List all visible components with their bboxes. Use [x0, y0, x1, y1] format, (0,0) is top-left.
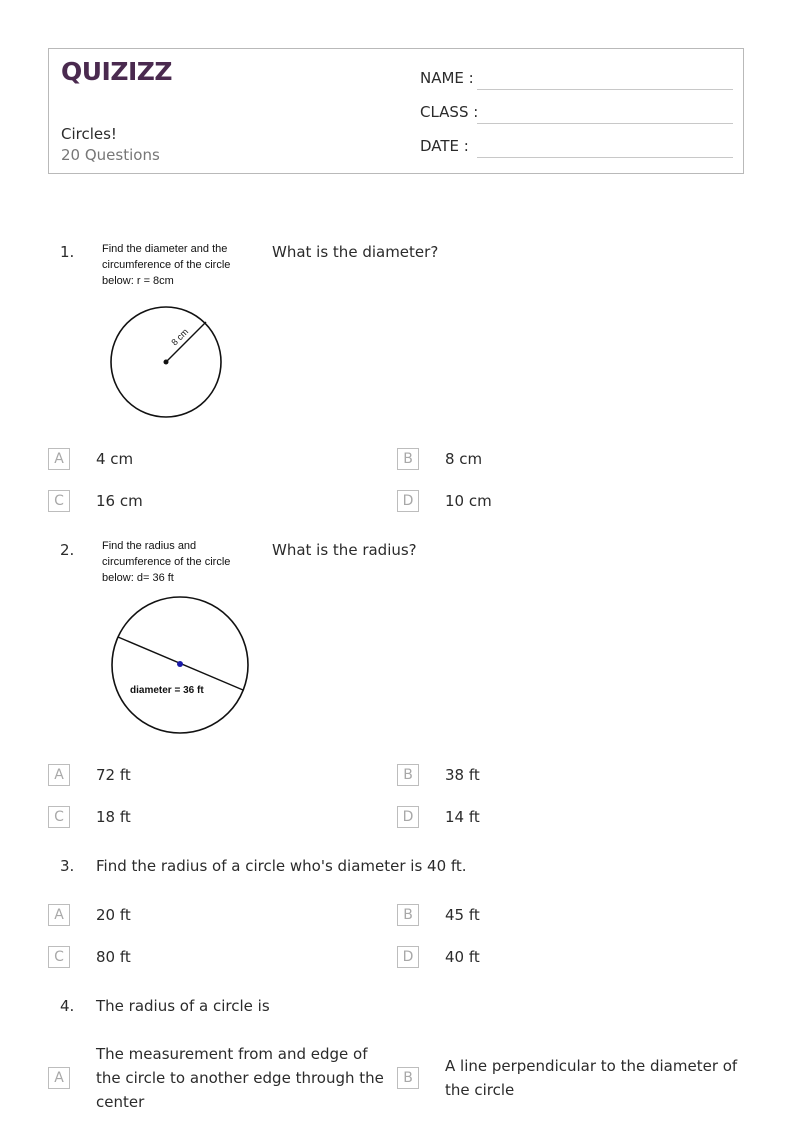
option-a-text[interactable]: 4 cm	[96, 450, 134, 468]
figure-caption-line: circumference of the circle	[102, 556, 231, 568]
option-d-box[interactable]: D	[397, 490, 419, 512]
option-c-box[interactable]: C	[48, 490, 70, 512]
class-field[interactable]	[477, 123, 733, 124]
figure-caption-line: circumference of the circle	[102, 259, 231, 271]
date-field[interactable]	[477, 157, 733, 158]
option-c-text[interactable]: 16 cm	[96, 492, 143, 510]
option-a-text[interactable]: The measurement from and edge of the circle to another edge through the center	[96, 1045, 384, 1111]
class-label: CLASS :	[420, 103, 479, 121]
figure-caption-line: Find the diameter and the	[102, 243, 228, 255]
diameter-label: diameter = 36 ft	[130, 685, 204, 696]
question-text: The radius of a circle is	[96, 997, 270, 1015]
question-text: Find the radius of a circle who's diameter is 40 ft.	[96, 857, 467, 875]
option-a-box[interactable]: A	[48, 764, 70, 786]
option-a-box[interactable]: A	[48, 904, 70, 926]
circle-figure	[100, 590, 260, 740]
question-text: What is the diameter?	[272, 243, 439, 261]
option-b-text[interactable]: A line perpendicular to the diameter of the circle	[445, 1057, 738, 1099]
option-b-text[interactable]: 8 cm	[445, 450, 483, 468]
option-a-text[interactable]: 20 ft	[96, 906, 131, 924]
figure-caption-line: Find the radius and	[102, 540, 197, 552]
option-a-text[interactable]: 72 ft	[96, 766, 131, 784]
option-a-box[interactable]: A	[48, 1067, 70, 1089]
question-number: 2.	[60, 541, 75, 559]
figure-caption-line: below: d= 36 ft	[102, 572, 174, 584]
option-b-text[interactable]: 45 ft	[445, 906, 480, 924]
question-number: 4.	[60, 997, 75, 1015]
option-a-box[interactable]: A	[48, 448, 70, 470]
option-d-box[interactable]: D	[397, 806, 419, 828]
name-field[interactable]	[477, 89, 733, 90]
option-b-box[interactable]: B	[397, 448, 419, 470]
option-c-text[interactable]: 80 ft	[96, 948, 131, 966]
radius-label: 8 cm	[169, 326, 191, 348]
option-d-box[interactable]: D	[397, 946, 419, 968]
figure-caption-line: below: r = 8cm	[102, 275, 174, 287]
option-d-text[interactable]: 14 ft	[445, 808, 480, 826]
question-count: 20 Questions	[61, 146, 160, 164]
question-text: What is the radius?	[272, 541, 417, 559]
option-b-box[interactable]: B	[397, 904, 419, 926]
option-b-text[interactable]: 38 ft	[445, 766, 480, 784]
option-b-box[interactable]: B	[397, 1067, 419, 1089]
name-label: NAME :	[420, 69, 474, 87]
option-d-text[interactable]: 40 ft	[445, 948, 480, 966]
option-c-text[interactable]: 18 ft	[96, 808, 131, 826]
worksheet-title: Circles!	[61, 125, 117, 143]
option-b-box[interactable]: B	[397, 764, 419, 786]
option-c-box[interactable]: C	[48, 806, 70, 828]
question-number: 3.	[60, 857, 75, 875]
question-number: 1.	[60, 243, 75, 261]
option-d-text[interactable]: 10 cm	[445, 492, 492, 510]
option-c-box[interactable]: C	[48, 946, 70, 968]
quizizz-logo: QUIZIZZ	[61, 57, 173, 86]
worksheet-header	[48, 48, 744, 174]
circle-figure	[100, 300, 240, 425]
date-label: DATE :	[420, 137, 469, 155]
